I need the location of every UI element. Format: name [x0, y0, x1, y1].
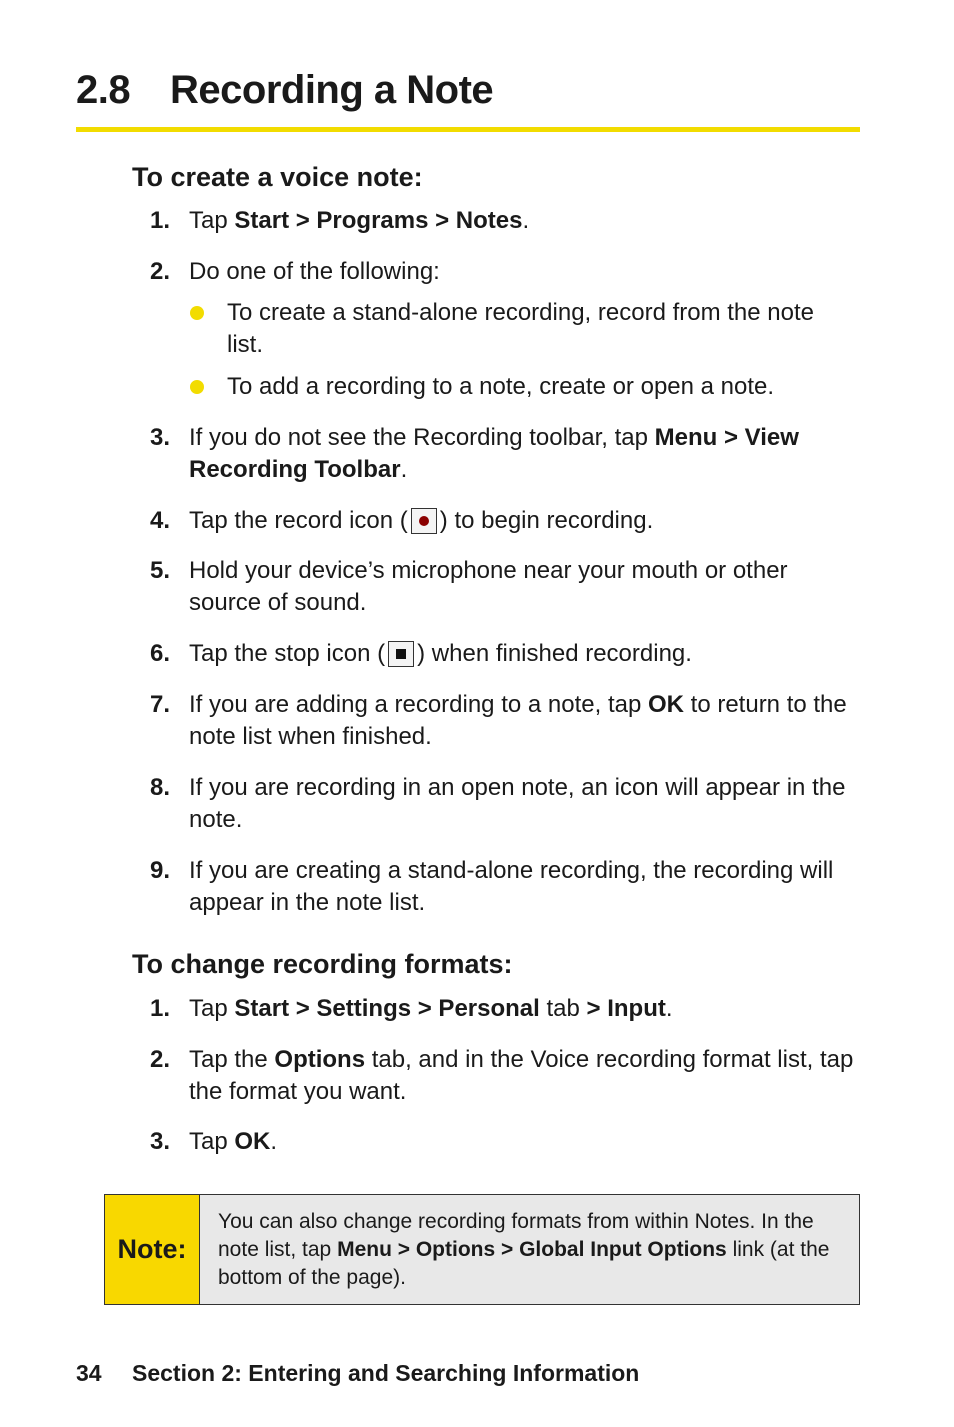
step-text: Tap the record icon (: [189, 507, 408, 534]
step-text: Tap: [189, 1128, 235, 1155]
menu-path: Menu > Options > Global Input Options: [337, 1238, 727, 1261]
step-text: If you are creating a stand-alone recording, the recording will appear in the note list.: [189, 857, 834, 916]
step-2: [150, 256, 862, 288]
step-9: [150, 855, 862, 919]
step-number: 8.: [150, 774, 171, 801]
bullet-item: [189, 297, 829, 361]
step-text: ) to begin recording.: [439, 507, 654, 534]
format-step-2: [150, 1044, 862, 1108]
step-text: Tap the: [189, 1046, 275, 1073]
step-text: to return to the note list when finished.: [189, 691, 847, 750]
button-name: OK: [647, 691, 684, 718]
format-step-1: [150, 993, 862, 1025]
bullet-text: To create a stand-alone recording, record from the note list.: [227, 299, 814, 358]
step-6: [150, 638, 862, 670]
menu-path: > Input: [586, 995, 666, 1022]
step-text: Hold your device’s microphone near your mouth or other source of sound.: [189, 557, 788, 616]
step-4: [150, 505, 862, 537]
bullet-text: To add a recording to a note, create or open a note.: [227, 373, 775, 400]
step-1: [150, 205, 862, 237]
step-number: 4.: [150, 507, 171, 534]
step-7: [150, 689, 862, 753]
note-text-part: You can also change recording formats from within Notes. In the note list, tap: [218, 1210, 814, 1261]
bullet-dot-icon: [190, 306, 204, 320]
subheading-change-formats: To change recording formats:: [132, 949, 513, 979]
step-number: 1.: [150, 995, 171, 1022]
footer-section: Section 2: Entering and Searching Information: [132, 1360, 640, 1386]
section-title: Recording a Note: [170, 68, 494, 112]
step-text: Do one of the following:: [189, 258, 440, 285]
step-text: .: [522, 207, 530, 234]
step-text: Tap the stop icon (: [189, 640, 386, 667]
bullet-item: [189, 371, 829, 403]
section-number: 2.8: [76, 68, 131, 112]
step-number: 3.: [150, 424, 171, 451]
record-icon: [411, 508, 437, 534]
step-8: [150, 772, 862, 836]
step-text: If you are adding a recording to a note, tap: [189, 691, 648, 718]
menu-path: Menu > View Recording Toolbar: [189, 424, 799, 483]
step-text: tab: [539, 995, 587, 1022]
menu-path: Start > Settings > Personal: [234, 995, 540, 1022]
page-number: 34: [76, 1360, 102, 1386]
page-title: [76, 68, 860, 113]
step-text: If you do not see the Recording toolbar, tap: [189, 424, 655, 451]
step-text: ) when finished recording.: [417, 640, 692, 667]
note-box: [104, 1194, 860, 1305]
page-footer: [76, 1360, 639, 1387]
button-name: OK: [234, 1128, 271, 1155]
step-3: [150, 422, 862, 486]
step-number: 6.: [150, 640, 171, 667]
step-text: Tap: [189, 995, 235, 1022]
step-number: 3.: [150, 1128, 171, 1155]
step-number: 9.: [150, 857, 171, 884]
step-number: 5.: [150, 557, 171, 584]
stop-icon: [388, 641, 414, 667]
menu-path: Start > Programs > Notes: [234, 207, 523, 234]
bullet-dot-icon: [190, 380, 204, 394]
step-text: If you are recording in an open note, an icon will appear in the note.: [189, 774, 846, 833]
step-number: 1.: [150, 207, 171, 234]
subheading-create-voice-note: To create a voice note:: [132, 162, 423, 192]
step-number: 7.: [150, 691, 171, 718]
format-step-3: [150, 1126, 862, 1158]
step-text: .: [665, 995, 673, 1022]
title-underline: [76, 127, 860, 132]
step-number: 2.: [150, 258, 171, 285]
note-text: [200, 1195, 859, 1304]
step-text: tab, and in the Voice recording format list, tap the format you want.: [189, 1046, 854, 1105]
step-5: [150, 555, 862, 619]
step-text: Tap: [189, 207, 235, 234]
step-number: 2.: [150, 1046, 171, 1073]
step-text: .: [270, 1128, 278, 1155]
tab-name: Options: [274, 1046, 366, 1073]
step-text: .: [400, 456, 408, 483]
note-label: Note:: [105, 1195, 200, 1304]
note-text-part: link (at the bottom of the page).: [218, 1238, 830, 1289]
